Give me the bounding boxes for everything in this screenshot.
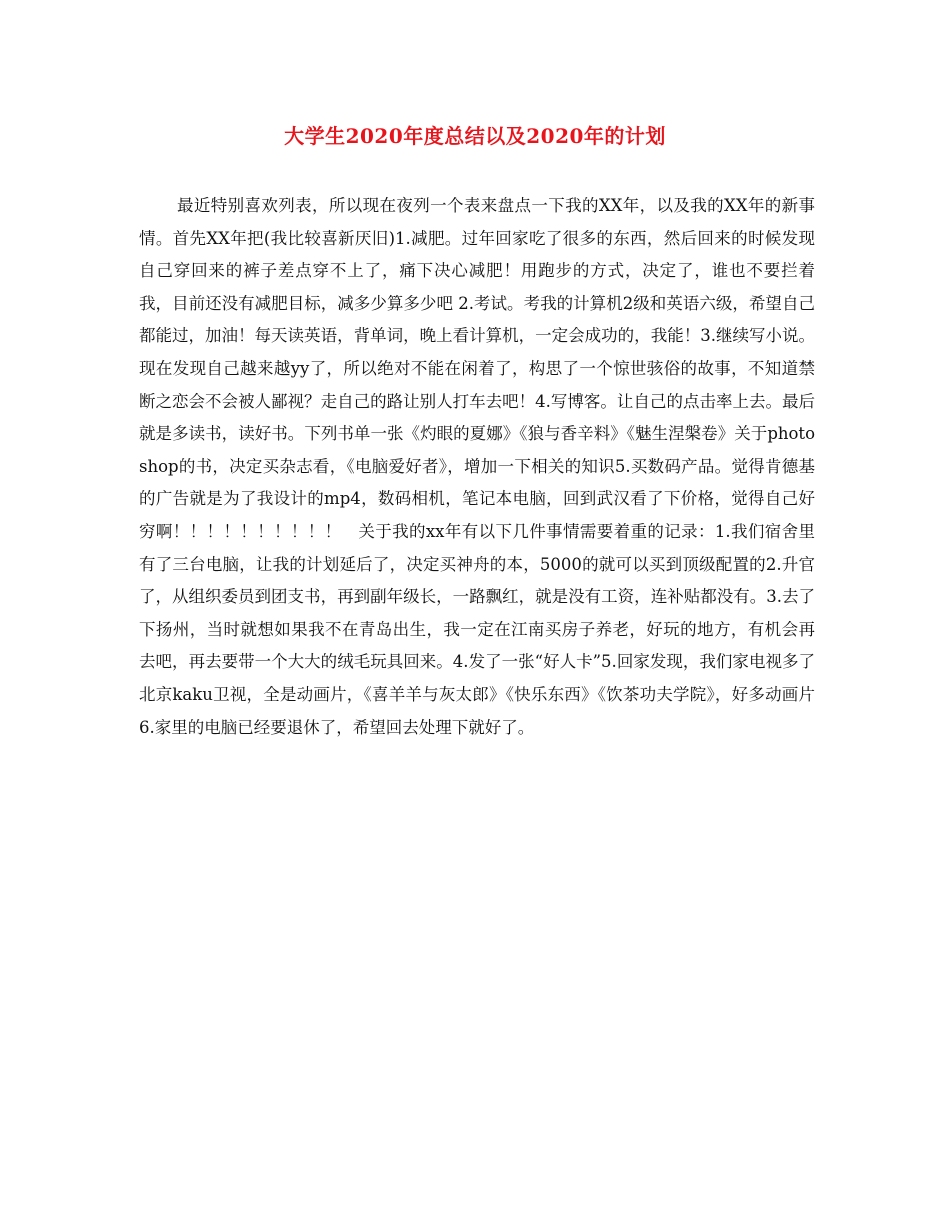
document-title: 大学生2020年度总结以及2020年的计划 (284, 124, 666, 148)
document-body-paragraph: 最近特别喜欢列表，所以现在夜列一个表来盘点一下我的XX年，以及我的XX年的新事情。首先XX年把(我比较喜新厌旧)1.减肥。过年回家吃了很多的东西，然后回来的时候发现自己穿回来的裤子差点穿不上了，痛下决心减肥！用跑步的方式，决定了，谁也不要拦着我，目前还没有减肥目标，减多少算多少吧 2.考试。考我的计算机2级和英语六级，希望自己都能过，加油！每天读英语，背单词，晚上看计算机，一定会成功的，我能！3.继续写小说。现在发现自己越来越yy了，所以绝对不能在闲着了，构思了一个惊世骇俗的故事，不知道禁断之恋会不会被人鄙视？走自己的路让别人打车去吧！4.写博客。让自己的点击率上去。最后就是多读书，读好书。下列书单一张《灼眼的夏娜》《狼与香辛料》《魅生涅槃卷》关于photoshop的书，决定买杂志看，《电脑爱好者》，增加一下相关的知识5.买数码产品。觉得肯德基的广告就是为了我设计的mp4，数码相机，笔记本电脑，回到武汉看了下价格，觉得自己好穷啊！！！！！！！！！！ 关于我的xx年有以下几件事情需要着重的记录：1.我们宿舍里有了三台电脑，让我的计划延后了，决定买神舟的本，5000的就可以买到顶级配置的2.升官了，从组织委员到团支书，再到副年级长，一路飘红，就是没有工资，连补贴都没有。3.去了下扬州，当时就想如果我不在青岛出生，我一定在江南买房子养老，好玩的地方，有机会再去吧，再去要带一个大大的绒毛玩具回来。4.发了一张“好人卡”5.回家发现，我们家电视多了北京kaku卫视，全是动画片，《喜羊羊与灰太郎》《快乐东西》《饮茶功夫学院》，好多动画片6.家里的电脑已经要退休了，希望回去处理下就好了。 (139, 196, 815, 737)
